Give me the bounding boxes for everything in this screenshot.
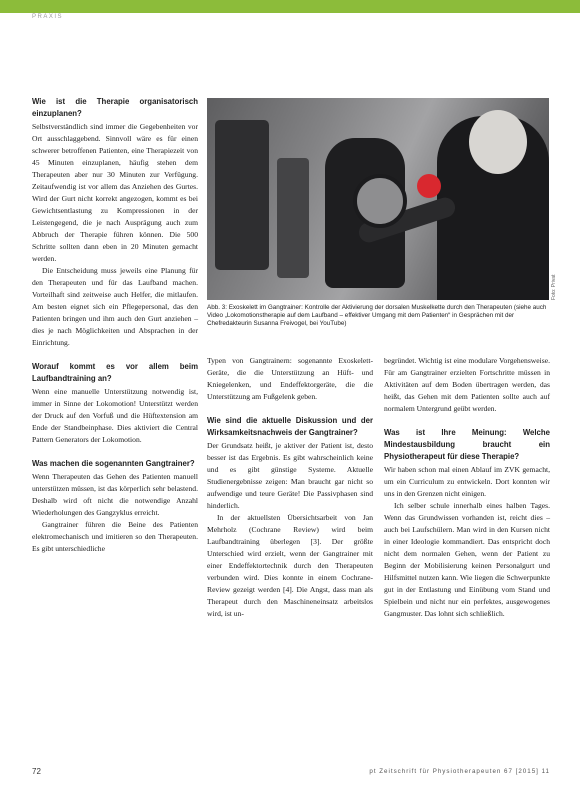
photo-red-ball (417, 174, 441, 198)
section-heading: Was machen die sogenannten Gangtrainer? (32, 459, 195, 468)
paragraph: Wenn Therapeuten das Gehen des Patienten manuell unterstützen müssen, ist das körperlich sehr belastend. Deshalb wird oft nicht die notwendige Anzahl Wiederholungen des Gangzyklus erreicht. (32, 472, 198, 517)
paragraph: Der Grundsatz heißt, je aktiver der Patient ist, desto besser ist das Ergebnis. Es gibt wahrscheinlich keine und es gibt günstige Systeme. Aktuelle Studienergebnisse zeigen: Man braucht gar nicht so aufwendige und teure Geräte! Die Passivphasen sind hinderlich. (207, 441, 373, 510)
paragraph-gap (207, 403, 373, 415)
paragraph-gap (384, 415, 550, 427)
figure-photo (207, 98, 549, 300)
photo-wheel (353, 174, 407, 228)
paragraph: Gangtrainer führen die Beine des Patienten elektromechanisch und imitieren so den Therapeuten. Es gibt unterschiedliche (32, 520, 198, 553)
text-column-3 (384, 355, 550, 620)
paragraph: Wir haben schon mal einen Ablauf im ZVK gemacht, um ein Curriculum zu entwickeln. Dort konnten wir uns in den Grenzen nicht einigen. (384, 465, 550, 498)
paragraph: In der aktuellsten Übersichtsarbeit von Jan Mehrholz (Cochrane Review) wird beim Laufbandtraining überlegen [3]. Der größte Unterschied wird erzielt, wenn der Gangtrainer mit einer Endeffektortechnik durch den Therapeuten verbunden wird. Dies konnte in einem Cochrane-Review gezeigt werden [4]. Die Angst, dass man als Therapeut durch den Maschineneinsatz arbeitslos wird, ist un- (207, 513, 373, 618)
page-number: 72 (32, 767, 41, 776)
section-heading: Wie ist die Therapie organisatorisch einzuplanen? (32, 97, 198, 118)
paragraph: Wenn eine manuelle Unterstützung notwendig ist, immer in Sinne der Lokomotion! Unterstützt werden der Druck auf den Vorfuß und die Hüftextension am Ende der Standbeinphase. Dies aktiviert die Central Pattern Generators der Lokomotion. (32, 387, 198, 444)
section-label: PRAXIS (32, 14, 64, 20)
paragraph-gap (32, 446, 198, 458)
paragraph: Selbstverständlich sind immer die Gegebenheiten vor Ort ausschlaggebend. Sinnvoll wäre es für einen schwerer betroffenen Patienten, eine Therapiezeit von 45 Minuten einzuplanen, häufig stehen dem Therapeuten aber nur 30 Minuten zur Verfügung. Zeitaufwendig ist vor allem das Anziehen des Gurtes. Wird der Gurt nicht korrekt angezogen, kommt es bei Gewichtsentlastung zu Kompressionen in der Leistengegend, die je nach Ausprägung auch zum Abbruch der Therapie führen können. Die 500 Schritte sollten dann eben in 20 Minuten gemacht werden. (32, 122, 198, 263)
photo-machine-frame (215, 120, 269, 270)
section-heading: Wie sind die aktuelle Diskussion und der Wirksamkeitsnachweis der Gangtrainer? (207, 416, 373, 437)
paragraph: Die Entscheidung muss jeweils eine Planung für den Therapeuten und für das Laufband machen. Vorteilhaft sind zeitweise auch Helfer, die mitlaufen. Am besten eignet sich ein Pflegepersonal, das den Patienten bringen und ihm auch den Gurt anziehen – dies je nach Möglichkeiten und Absprachen in der Einrichtung. (32, 266, 198, 347)
text-column-1 (32, 96, 198, 555)
photo-credit: Foto: Privat (551, 274, 557, 300)
paragraph: Ich selber schule innerhalb eines halben Tages. Wenn das Grundwissen vorhanden ist, reicht dies – auch bei Laufschülern. Man wird in den Kursen nicht in einer Ideologie kommandiert. Das entspricht doch nicht dem normalen Gehen, wenn der Patient zu Beginn der Mobilisierung keinen Personalgurt und Hilfsmittel nutzen kann. Wie liegen die Schwerpunkte gut in der Entlastung und Einübung vom Stand und Spielbein und nicht nur ein perfektes, ausgewogenes Gangmuster. Das lohnt sich schließlich. (384, 501, 550, 618)
paragraph-gap (32, 349, 198, 361)
journal-footer: pt Zeitschrift für Physiotherapeuten 67 [2015] 11 (369, 768, 550, 775)
photo-machine-column (277, 158, 309, 278)
paragraph: Typen von Gangtrainern: sogenannte Exoskelett-Geräte, die die Unterstützung an Hüft- und Kniegelenken, und Endeffektorgeräte, die die Unterstützung am Fußgelenk geben. (207, 356, 373, 401)
header-color-bar (0, 0, 580, 13)
photo-therapist-head (469, 110, 527, 174)
figure-caption: Abb. 3: Exoskelett im Gangtrainer: Kontrolle der Aktivierung der dorsalen Muskelkette durch den Therapeuten (siehe auch Video „Lokomotionstherapie auf dem Laufband – effektiver Umgang mit dem Patienten“ in Gesprächen mit der Chefredakteurin Susanna Freivogel, bei YouTube) (207, 304, 547, 328)
text-column-2 (207, 355, 373, 620)
section-heading: Was ist Ihre Meinung: Welche Mindestausbildung braucht ein Physiotherapeut für diese Therapie? (384, 428, 550, 461)
paragraph: begründet. Wichtig ist eine modulare Vorgehensweise. Für am Gangtrainer erzielten Fortschritte müssen in Aktivitäten auf dem Boden übertragen werden, das heißt, das Gehen mit dem Patienten sollte auch auf normalem Untergrund geübt werden. (384, 356, 550, 413)
section-heading: Worauf kommt es vor allem beim Laufbandtraining an? (32, 362, 198, 383)
